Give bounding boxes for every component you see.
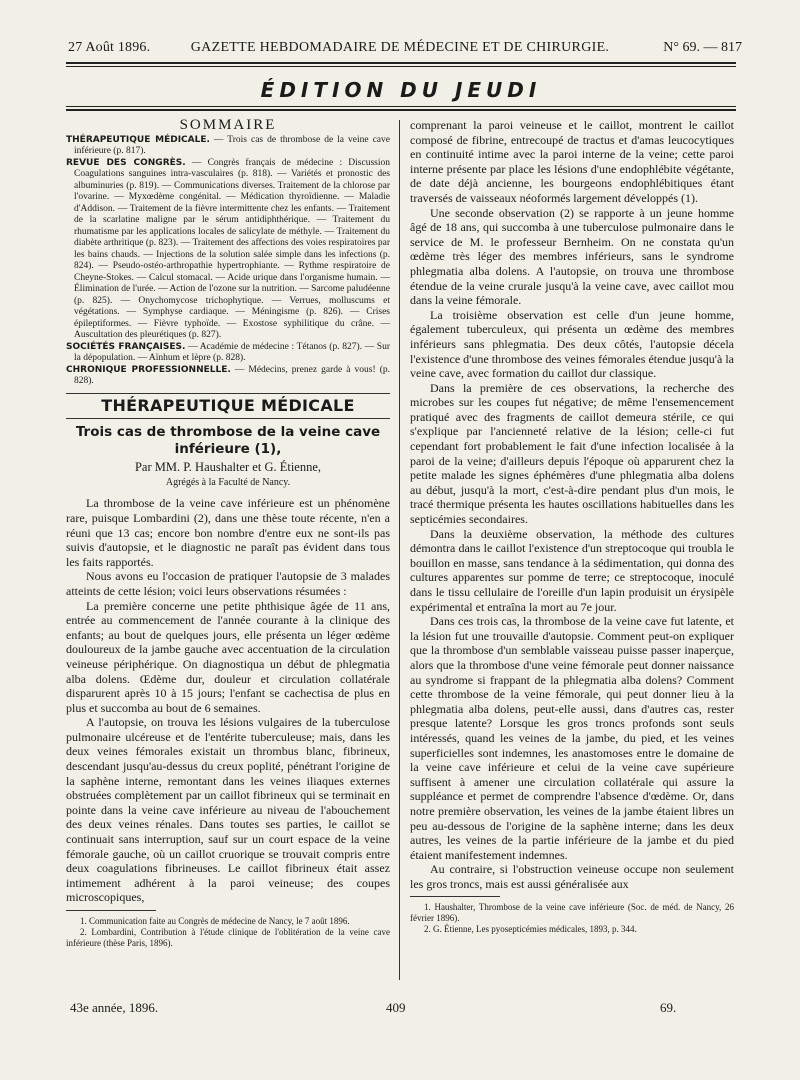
article-title: Trois cas de thrombose de la veine cave inférieure (1), [75, 424, 381, 458]
edition-banner: ÉDITION DU JEUDI [260, 78, 542, 102]
footnote: 2. Lombardini, Contribution à l'étude clinique de l'oblitération de la veine cave inférieure (thèse Paris, 1896). [66, 927, 390, 948]
sommaire-entry [66, 342, 390, 365]
sommaire-entry [66, 365, 390, 388]
article-paragraph: Nous avons eu l'occasion de pratiquer l'autopsie de 3 malades atteints de cette lésion; voici leurs observations résumées : [66, 569, 390, 598]
header-rule-top [66, 62, 736, 64]
edition-rule-bottom [66, 109, 736, 111]
header-journal-title: GAZETTE HEBDOMADAIRE DE MÉDECINE ET DE CHIRURGIE. [190, 40, 610, 55]
article-paragraph: A l'autopsie, on trouva les lésions vulgaires de la tuberculose pulmonaire ulcéreuse et de l'entérite tuberculeuse; mais, dans les deux veines fémorales existait un thrombus blanc, fibrineux, descendant jusqu'au-dessus du creux poplité, pénétrant l'origine de la saphène interne, remontant dans les veines iliaques externes obstruées complètement par un caillot fibrineux qui se terminait en pointe dans la veine cave inférieure au niveau de l'abouchement des deux veines rénales. Dans toutes ses parties, le caillot se continuait sans interruption, sauf sur un court espace de la veine fémorale gauche, où un caillot cruorique se trouvait compris entre deux coagulations fibrineuses. Le caillot fibrineux était assez intimement adhérent à la paroi veineuse; des coupes microscopiques, [66, 715, 390, 905]
sommaire-entry-key: CHRONIQUE PROFESSIONNELLE. [66, 364, 231, 375]
sommaire-entry-text: — Congrès français de médecine : Discussion Coagulations sanguines intra-vasculaires (p. 818). — Variétés et pronostic des albuminuries (p. 819). — Communications diverses. Traitement de la chlorose par l'ovarine. — Myxœdème congénital. — Médication thyroïdienne. — Maladie d'Addison. — Traitement de la fièvre intermittente chez les enfants. — Traitement de la scarlatine maligne par le sérum antidiphthérique. — Traitement du rhumatisme par les applications locales de salicylate de méthyle. — Traitement du diabète arthritique (p. 823). — Traitement des affections des voies respiratoires par les bains chauds. — Injections de la solution salée simple dans les infections (p. 824). — Pseudo-ostéo-arthropathie hypertrophiante. — Rythme respiratoire de Cheyne-Stokes. — Calcul stomacal. — Acide urique dans l'organisme humain. — Élimination de l'urée. — Action de l'ozone sur la nutrition. — Sarcome paludéenne (p. 825). — Onychomycose trichophytique. — Verrues, molluscums et végétations. — Symphyse cardiaque. — Méningisme (p. 826). — Crises épileptiformes. — Fièvre typhoïde. — Exostose syphilitique du crâne. — Auscultation des pleurétiques (p. 827). [74, 157, 390, 341]
edition-rule-thin [66, 106, 736, 107]
header-date: 27 Août 1896. [68, 40, 151, 55]
right-column [410, 118, 734, 935]
sommaire-title: SOMMAIRE [179, 117, 277, 133]
footnote-rule [410, 896, 500, 897]
article-paragraph: Dans ces trois cas, la thrombose de la veine cave fut latente, et la lésion fut une trouvaille d'autopsie. Comment peut-on expliquer que la thrombose d'un semblable vaisseau puisse passer inaperçue, alors que la thrombose d'une veine fémorale peut donner naissance au syndrome si frappant de la phlegmatia alba dolens? Comment cette thrombose de la veine fémorale, qui peut donner lieu à la phlegmatia alba dolens, peut-elle aussi, dans d'autres cas, rester presque latente? Lorsque les gros troncs profonds sont seuls intéressés, quand les veines de la jambe, du pied, et les veines superficielles sont indemnes, les anastomoses entre le domaine de la veine cave inférieure et celui de la veine cave supérieure suffisent à amener une circulation collatérale qui assure la suppléance et permet de comprendre l'absence d'œdème. Or, dans notre première observation, les veines de la jambe étaient libres un peu au-dessous de l'origine de la saphène interne; dans les deux autres, les veines de la partie inférieure de la jambe et du pied étaient manifestement indemnes. [410, 614, 734, 862]
article-paragraph: Dans la deuxième observation, la méthode des cultures démontra dans le caillot l'existence d'un streptocoque qui troubla le bouillon en masse, sans tendance à la sédimentation, qui donna des cultures apparentes sur pomme de terre; ce streptocoque, inoculé dans le tissu cellulaire de l'oreille d'un lapin produisit un érysipèle expérimental et entraîna la mort au 7e jour. [410, 526, 734, 614]
sommaire-entry-text: — Trois cas de thrombose de la veine cave inférieure (p. 817). [74, 134, 390, 157]
column-divider [399, 120, 400, 980]
footer-page-center: 409 [386, 1000, 406, 1015]
section-title: THÉRAPEUTIQUE MÉDICALE [101, 395, 355, 415]
sommaire-entry-text: — Médecins, prenez garde à vous! (p. 828). [74, 364, 390, 387]
article-authors: Par MM. P. Haushalter et G. Étienne, [134, 460, 322, 475]
article-paragraph: comprenant la paroi veineuse et le caillot, montrent le caillot composé de fibrine, entrecoupé de tractus et d'amas leucocytiques en continuité intime avec la paroi interne de la veine; cette paroi interne présente par place les lésions d'une endophlébite végétante, de date déjà ancienne, les bourgeons endophlébitiques étant traversés de vaisseaux néoformés largement développés (1). [410, 118, 734, 205]
sommaire-entry-text: — Académie de médecine : Tétanos (p. 827). — Sur la dépopulation. — Aïnhum et lèpre (p. 828). [74, 341, 390, 364]
footnote: 2. G. Étienne, Les pyosepticémies médicales, 1893, p. 344. [424, 924, 637, 935]
sommaire-list [66, 135, 390, 388]
left-column [66, 118, 390, 949]
article-paragraph: La troisième observation est celle d'un jeune homme, également tuberculeux, qui présenta un œdème des membres inférieurs sans phlegmatia. Des deux côtés, l'autopsie décela l'existence d'une thrombose des veines fémorales étendue jusqu'à la veine cave, avec formation du caillot dur classique. [410, 307, 734, 381]
header-issue-number: N° 69. — 817 [663, 40, 742, 55]
sommaire-entry [66, 158, 390, 342]
footnote-rule [66, 910, 156, 911]
article-paragraph: Au contraire, si l'obstruction veineuse occupe non seulement les gros troncs, mais est aussi généralisée aux [410, 862, 734, 891]
footer-year: 43e année, 1896. [70, 1000, 159, 1015]
sommaire-entry-key: REVUE DES CONGRÈS. [66, 157, 186, 168]
sommaire-entry [66, 135, 390, 158]
sommaire-entry-key: SOCIÉTÉS FRANÇAISES. [66, 341, 186, 352]
section-rule-top [66, 393, 390, 394]
header-rule-thin [66, 66, 736, 67]
article-paragraph: La première concerne une petite phthisique âgée de 11 ans, entrée au commencement de l'année courante à la clinique des enfants; au bout de quelques jours, elle présenta un léger œdème douloureux de la jambe gauche avec accentuation de la circulation veineuse périphérique. On diagnostiqua un début de phlegmatia alba dolens. Œdème dur, douleur et circulation collatérale disparurent après 10 à 15 jours; l'enfant se cachectisa de plus en plus et succomba au bout de 6 semaines. [66, 598, 390, 715]
article-paragraph: La thrombose de la veine cave inférieure est un phénomène rare, puisque Lombardini (2), dans une thèse toute récente, n'en a réuni que 13 cas; encore bon nombre d'entre eux ne sont-ils pas suivis d'autopsie, et le diagnostic ne paraît pas évident dans tous les faits rapportés. [66, 496, 390, 569]
article-paragraph: Une seconde observation (2) se rapporte à un jeune homme âgé de 18 ans, qui succomba à une tuberculose pulmonaire dans le service de M. le professeur Bernheim. On ne constata qu'un œdème très léger des membres inférieurs, sans le syndrome phlegmatia alba dolens. A l'autopsie, on trouva une thrombose étendue de la veine crurale jusqu'à la veine cave, avec caillot mou dans la veine fémorale. [410, 205, 734, 308]
sommaire-entry-key: THÉRAPEUTIQUE MÉDICALE. [66, 134, 210, 145]
article-affiliation: Agrégés à la Faculté de Nancy. [165, 476, 291, 488]
section-rule-bottom [66, 418, 390, 419]
footnote: 1. Haushalter, Thrombose de la veine cave inférieure (Soc. de méd. de Nancy, 26 février 1896). [410, 902, 734, 924]
footnote: 1. Communication faite au Congrès de médecine de Nancy, le 7 août 1896. [80, 916, 350, 926]
article-paragraph: Dans la première de ces observations, la recherche des microbes sur les coupes fut négative; de même l'ensemencement pratiqué avec des fragments de caillot demeura stérile, ce qui s'explique par l'ancienneté relative de la lésion; celle-ci fut cependant fort probablement le fait d'une infection localisée à la paroi de la veine; d'ailleurs depuis l'époque où apparurent chez la petite malade les signes éphémères d'une phlegmatia alba dolens au début, jusqu'à la mort, c'est-à-dire pendant plus d'un mois, le tracé thermique présenta les hautes oscillations habituelles dans les septicémies secondaires. [410, 380, 734, 527]
footer-page-right: 69. [660, 1000, 677, 1015]
